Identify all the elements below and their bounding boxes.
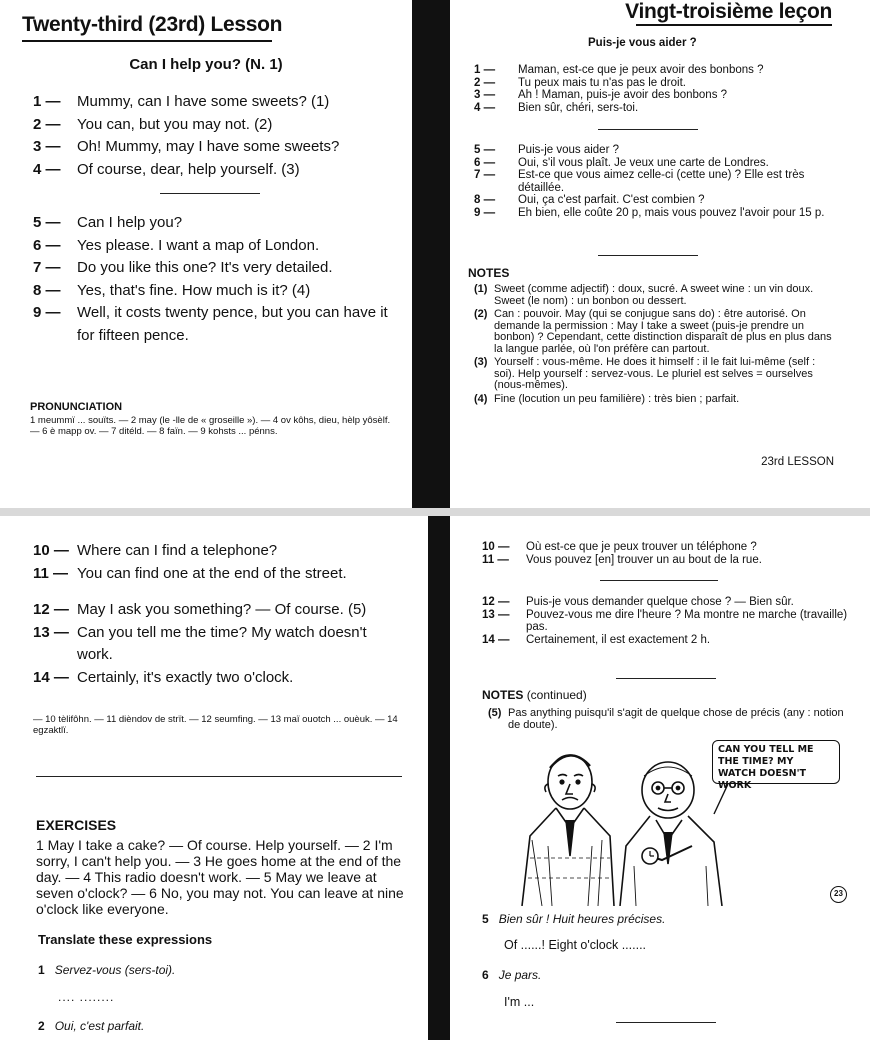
pronunciation-text: 1 meummï ... souïts. — 2 may (le -lle de « groseille »). — 4 ov kôhs, dieu, hèlp yôsèlf. — 6 è mapp ov. — 7 ditéld. — 8 faïn. — 9 kohsts ... pénns.: [30, 415, 391, 437]
dialogue-line: 8 — Yes, that's fine. How much is it? (4): [33, 281, 311, 299]
english-dialogue-a: [33, 91, 403, 181]
translate-item: 1 Servez-vous (sers-toi).: [38, 963, 176, 977]
french-title: Vingt-troisième leçon: [625, 0, 832, 23]
translate-item: 6 Je pars.: [482, 968, 542, 982]
dialogue-line: 13 — Can you tell me the time? My watch doesn't work.: [33, 623, 367, 663]
french-dialogue-a: [474, 64, 844, 114]
dialogue-line: 10 — Where can I find a telephone?: [33, 542, 278, 559]
english-page-bottom: [0, 516, 412, 1040]
page-split: [0, 508, 870, 516]
french-dialogue-b: [474, 144, 836, 219]
dialogue-line: 5 — Can I help you?: [33, 214, 183, 231]
dialogue-line: 4 — Of course, dear, help yourself. (3): [33, 160, 300, 178]
dialogue-line: 9 — Well, it costs twenty pence, but you can have it for fifteen pence.: [33, 304, 388, 344]
french-subtitle: Puis-je vous aider ?: [588, 37, 697, 49]
dialogue-line: 10 — Où est-ce que je peux trouver un téléphone ?: [482, 541, 757, 553]
english-subtitle: Can I help you? (N. 1): [129, 56, 283, 73]
dialogue-line: 2 — Tu peux mais tu n'as pas le droit.: [474, 76, 686, 89]
french-dialogue-d: [482, 596, 850, 646]
answer-blank[interactable]: Of ......! Eight o'clock .......: [504, 938, 647, 952]
notes-list: [468, 284, 838, 407]
notes-heading: NOTES: [468, 266, 510, 280]
notes-list: [482, 708, 852, 733]
speech-bubble: CAN YOU TELL ME THE TIME? MY WATCH DOESN'T WORK: [712, 740, 840, 784]
french-dialogue-c: [482, 541, 852, 566]
translate-item: 2 Oui, c'est parfait.: [38, 1019, 145, 1033]
cartoon-man-right: [620, 762, 722, 906]
dialogue-line: 11 — Vous pouvez [en] trouver un au bout de la rue.: [482, 553, 762, 566]
pronunciation-text: — 10 tèlifôhn. — 11 dièndov de strït. — 12 seumfing. — 13 maï ouotch ... ouèuk. — 14 egzaktlï.: [33, 714, 398, 736]
dialogue-line: 3 — Oh! Mummy, may I have some sweets?: [33, 138, 340, 155]
section-divider: [36, 776, 402, 777]
dialogue-line: 8 — Oui, ça c'est parfait. C'est combien ?: [474, 194, 705, 206]
dialogue-line: 6 — Yes please. I want a map of London.: [33, 236, 320, 254]
section-divider: [616, 678, 716, 679]
exercises-heading: EXERCISES: [36, 817, 117, 833]
dialogue-line: 11 — You can find one at the end of the street.: [33, 564, 347, 582]
section-divider: [160, 193, 260, 194]
dialogue-line: 9 — Eh bien, elle coûte 20 p, mais vous pouvez l'avoir pour 15 p.: [474, 206, 825, 219]
exercises-text: 1 May I take a cake? — Of course. Help yourself. — 2 I'm sorry, I can't help you. — 3 He goes home at the end of the day. — 4 This radio doesn't work. — 5 May we leave at seven o'clock? — 6 No, you may not. You can leave at nine o'clock like everyone.: [36, 837, 404, 917]
dialogue-line: 1 — Mummy, can I have some sweets? (1): [33, 93, 330, 110]
dialogue-line: 14 — Certainement, il est exactement 2 h.: [482, 633, 711, 646]
french-page-top: [450, 0, 870, 508]
english-dialogue-b: [33, 212, 403, 347]
dialogue-line: 6 — Oui, s'il vous plaît. Je veux une carte de Londres.: [474, 156, 769, 169]
section-divider: [598, 129, 698, 130]
translate-heading: Translate these expressions: [38, 932, 213, 947]
note-item: (4) Fine (locution un peu familière) : très bien ; parfait.: [474, 392, 740, 405]
dialogue-line: 7 — Do you like this one? It's very detailed.: [33, 259, 333, 276]
dialogue-line: 7 — Est-ce que vous aimez celle-ci (cette une) ? Elle est très détaillée.: [474, 169, 805, 194]
dialogue-line: 3 — Ah ! Maman, puis-je avoir des bonbons ?: [474, 89, 728, 101]
dialogue-line: 12 — Puis-je vous demander quelque chose ? — Bien sûr.: [482, 596, 794, 608]
dialogue-line: 1 — Maman, est-ce que je peux avoir des bonbons ?: [474, 64, 764, 76]
english-page-top: [0, 0, 412, 508]
note-item: (1) Sweet (comme adjectif) : doux, sucré. A sweet wine : un vin doux. Sweet (le nom) : un bonbon ou dessert.: [474, 283, 814, 307]
dialogue-line: 5 — Puis-je vous aider ?: [474, 144, 619, 156]
dialogue-line: 12 — May I ask you something? — Of course. (5): [33, 601, 367, 618]
note-item: (3) Yourself : vous-même. He does it himself : il le fait lui-même (self : soi). Help yourself : servez-vous. Le pluriel est selves = ourselves (nous-mêmes).: [474, 356, 816, 391]
dialogue-line: 13 — Pouvez-vous me dire l'heure ? Ma montre ne marche (travaille) pas.: [482, 608, 848, 633]
pronunciation-heading: PRONUNCIATION: [30, 401, 123, 413]
answer-blank[interactable]: .... ........: [58, 990, 115, 1004]
dialogue-line: 14 — Certainly, it's exactly two o'clock.: [33, 668, 294, 686]
title-underline: [22, 40, 272, 42]
section-divider: [598, 255, 698, 256]
answer-blank[interactable]: I'm ...: [504, 995, 535, 1009]
english-dialogue-c: [33, 540, 403, 585]
section-divider: [600, 580, 718, 581]
title-underline: [636, 24, 832, 26]
page-gutter-top: [412, 0, 450, 508]
section-divider: [616, 1022, 716, 1023]
note-item: (5) Pas anything puisqu'il s'agit de quelque chose de précis (any : notion de doute).: [488, 707, 844, 731]
translate-item: 5 Bien sûr ! Huit heures précises.: [482, 912, 666, 926]
notes-heading: NOTES (continued): [482, 688, 587, 702]
english-dialogue-d: [33, 599, 403, 689]
dialogue-line: 2 — You can, but you may not. (2): [33, 115, 273, 133]
french-page-bottom: [450, 516, 870, 1040]
page-gutter-bottom: [428, 516, 450, 1040]
lesson-footer: 23rd LESSON: [761, 456, 834, 468]
cartoon-man-left: [522, 755, 614, 906]
note-item: (2) Can : pouvoir. May (qui se conjugue sans do) : être autorisé. On demande la permission : May I take a sweet (puis-je prendre un bonbon) ? Cependant, cette distinction disparaît de plus en plus dans la langue parlée, où l'on préfère can partout.: [474, 308, 832, 355]
lesson-badge: 23: [830, 886, 847, 903]
dialogue-line: 4 — Bien sûr, chéri, sers-toi.: [474, 101, 639, 114]
english-title: Twenty-third (23rd) Lesson: [22, 13, 283, 36]
